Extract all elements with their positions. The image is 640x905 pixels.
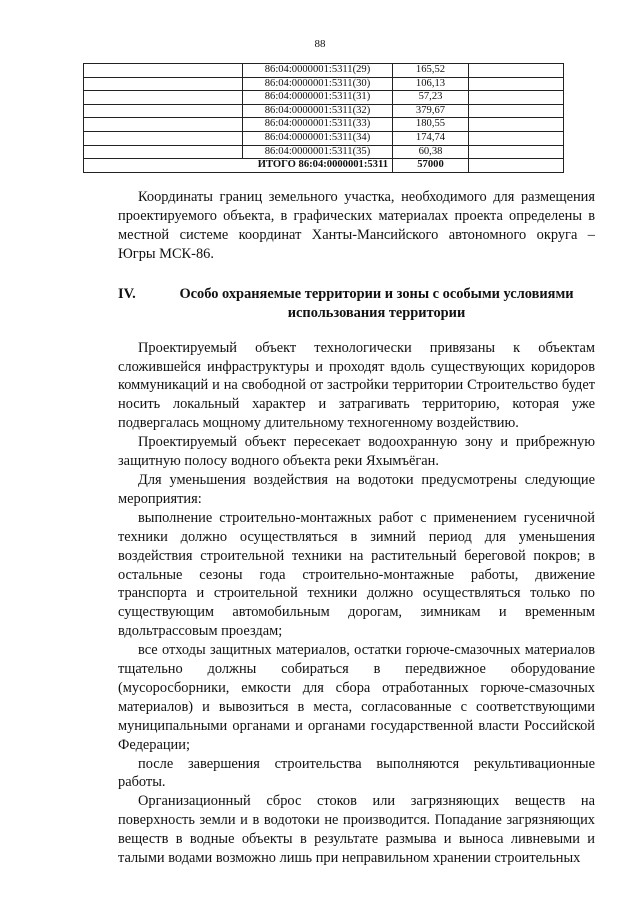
table-cell-empty <box>469 64 564 78</box>
table-cell-empty <box>84 77 243 91</box>
table-cell-empty <box>84 118 243 132</box>
cadastral-number-cell: 86:04:0000001:5311(31) <box>243 91 393 105</box>
table-cell-empty <box>469 131 564 145</box>
paragraph-measures-intro: Для уменьшения воздействия на водотоки предусмотрены следующие мероприятия: <box>118 471 595 507</box>
paragraph-measure-waste: все отходы защитных материалов, остатки горюче-смазочных материалов тщательно должны собираться в передвижное оборудование (мусоросборники, емкости для сбора отработанных горюче-смазочных материалов) и вывозиться в места, согласованные с соответствующими муниципальными органами и органами государственной власти Российской Федерации; <box>118 642 595 753</box>
table-cell-empty <box>469 104 564 118</box>
table-cell-empty <box>84 145 243 159</box>
section-number: IV. <box>118 285 136 302</box>
area-cell: 174,74 <box>393 131 469 145</box>
cadastral-number-cell: 86:04:0000001:5311(34) <box>243 131 393 145</box>
area-cell: 60,38 <box>393 145 469 159</box>
table-cell-empty <box>469 91 564 105</box>
table-cell-empty <box>469 159 564 173</box>
table-total-row <box>84 159 564 173</box>
cadastral-number-cell: 86:04:0000001:5311(33) <box>243 118 393 132</box>
table-row <box>84 104 564 118</box>
table-cell-empty <box>84 64 243 78</box>
area-cell: 165,52 <box>393 64 469 78</box>
table-row <box>84 91 564 105</box>
paragraph-measure-works: выполнение строительно-монтажных работ с применением гусеничной техники должно осуществляться в зимний период для уменьшения воздействия строительной техники на растительный береговой покров; в остальные сезоны года строительно-монтажные работы, движение транспорта и строительной техники должно осуществляться только по существующим автомобильным дорогам, зимникам и временным вдольтрассовым проездам; <box>118 509 595 640</box>
table-cell-empty <box>469 145 564 159</box>
total-value: 57000 <box>393 159 469 173</box>
cadastral-number-cell: 86:04:0000001:5311(35) <box>243 145 393 159</box>
paragraph-measure-recultivation: после завершения строительства выполняются рекультивационные работы. <box>118 755 595 791</box>
table-row <box>84 118 564 132</box>
cadastral-number-cell: 86:04:0000001:5311(32) <box>243 104 393 118</box>
table-cell-empty <box>84 104 243 118</box>
cadastral-number-cell: 86:04:0000001:5311(30) <box>243 77 393 91</box>
paragraph-infrastructure: Проектируемый объект технологически привязаны к объектам сложившейся инфраструктуры и проходят вдоль существующих коридоров коммуникаций и на свободной от застройки территории Строительство будет носить локальный характер и затрагивать территорию, которая уже подвергалась мощному длительному техногенному воздействию. <box>118 339 595 432</box>
table-cell-empty <box>469 77 564 91</box>
area-cell: 180,55 <box>393 118 469 132</box>
page-number: 88 <box>314 38 326 50</box>
area-cell: 379,67 <box>393 104 469 118</box>
coordinates-paragraph: Координаты границ земельного участка, необходимого для размещения проектируемого объекта, в графических материалах проекта определены в местной системе координат Ханты-Мансийского автономного округа – Югры МСК-86. <box>118 189 595 262</box>
table-cell-empty <box>469 118 564 132</box>
table-row <box>84 145 564 159</box>
section-heading <box>118 285 595 323</box>
paragraph-discharge: Организационный сброс стоков или загрязняющих веществ на поверхность земли и в водотоки не производится. Попадание загрязняющих веществ в водные объекты в результате размыва и выноса ливневыми и талыми водами возможно лишь при неправильном хранении строительных <box>118 793 595 867</box>
table-row <box>84 131 564 145</box>
paragraph-water-zone: Проектируемый объект пересекает водоохранную зону и прибрежную защитную полосу водного объекта реки Яхымъёган. <box>118 434 595 470</box>
area-cell: 106,13 <box>393 77 469 91</box>
coordinates-table <box>83 63 564 173</box>
table-cell-empty <box>84 91 243 105</box>
table-row <box>84 77 564 91</box>
document-body <box>118 188 595 868</box>
table-row <box>84 64 564 78</box>
section-title: Особо охраняемые территории и зоны с особыми условиями использования территории <box>179 285 574 321</box>
table-cell-empty <box>84 131 243 145</box>
area-cell: 57,23 <box>393 91 469 105</box>
total-label: ИТОГО 86:04:0000001:5311 <box>84 159 393 173</box>
cadastral-number-cell: 86:04:0000001:5311(29) <box>243 64 393 78</box>
